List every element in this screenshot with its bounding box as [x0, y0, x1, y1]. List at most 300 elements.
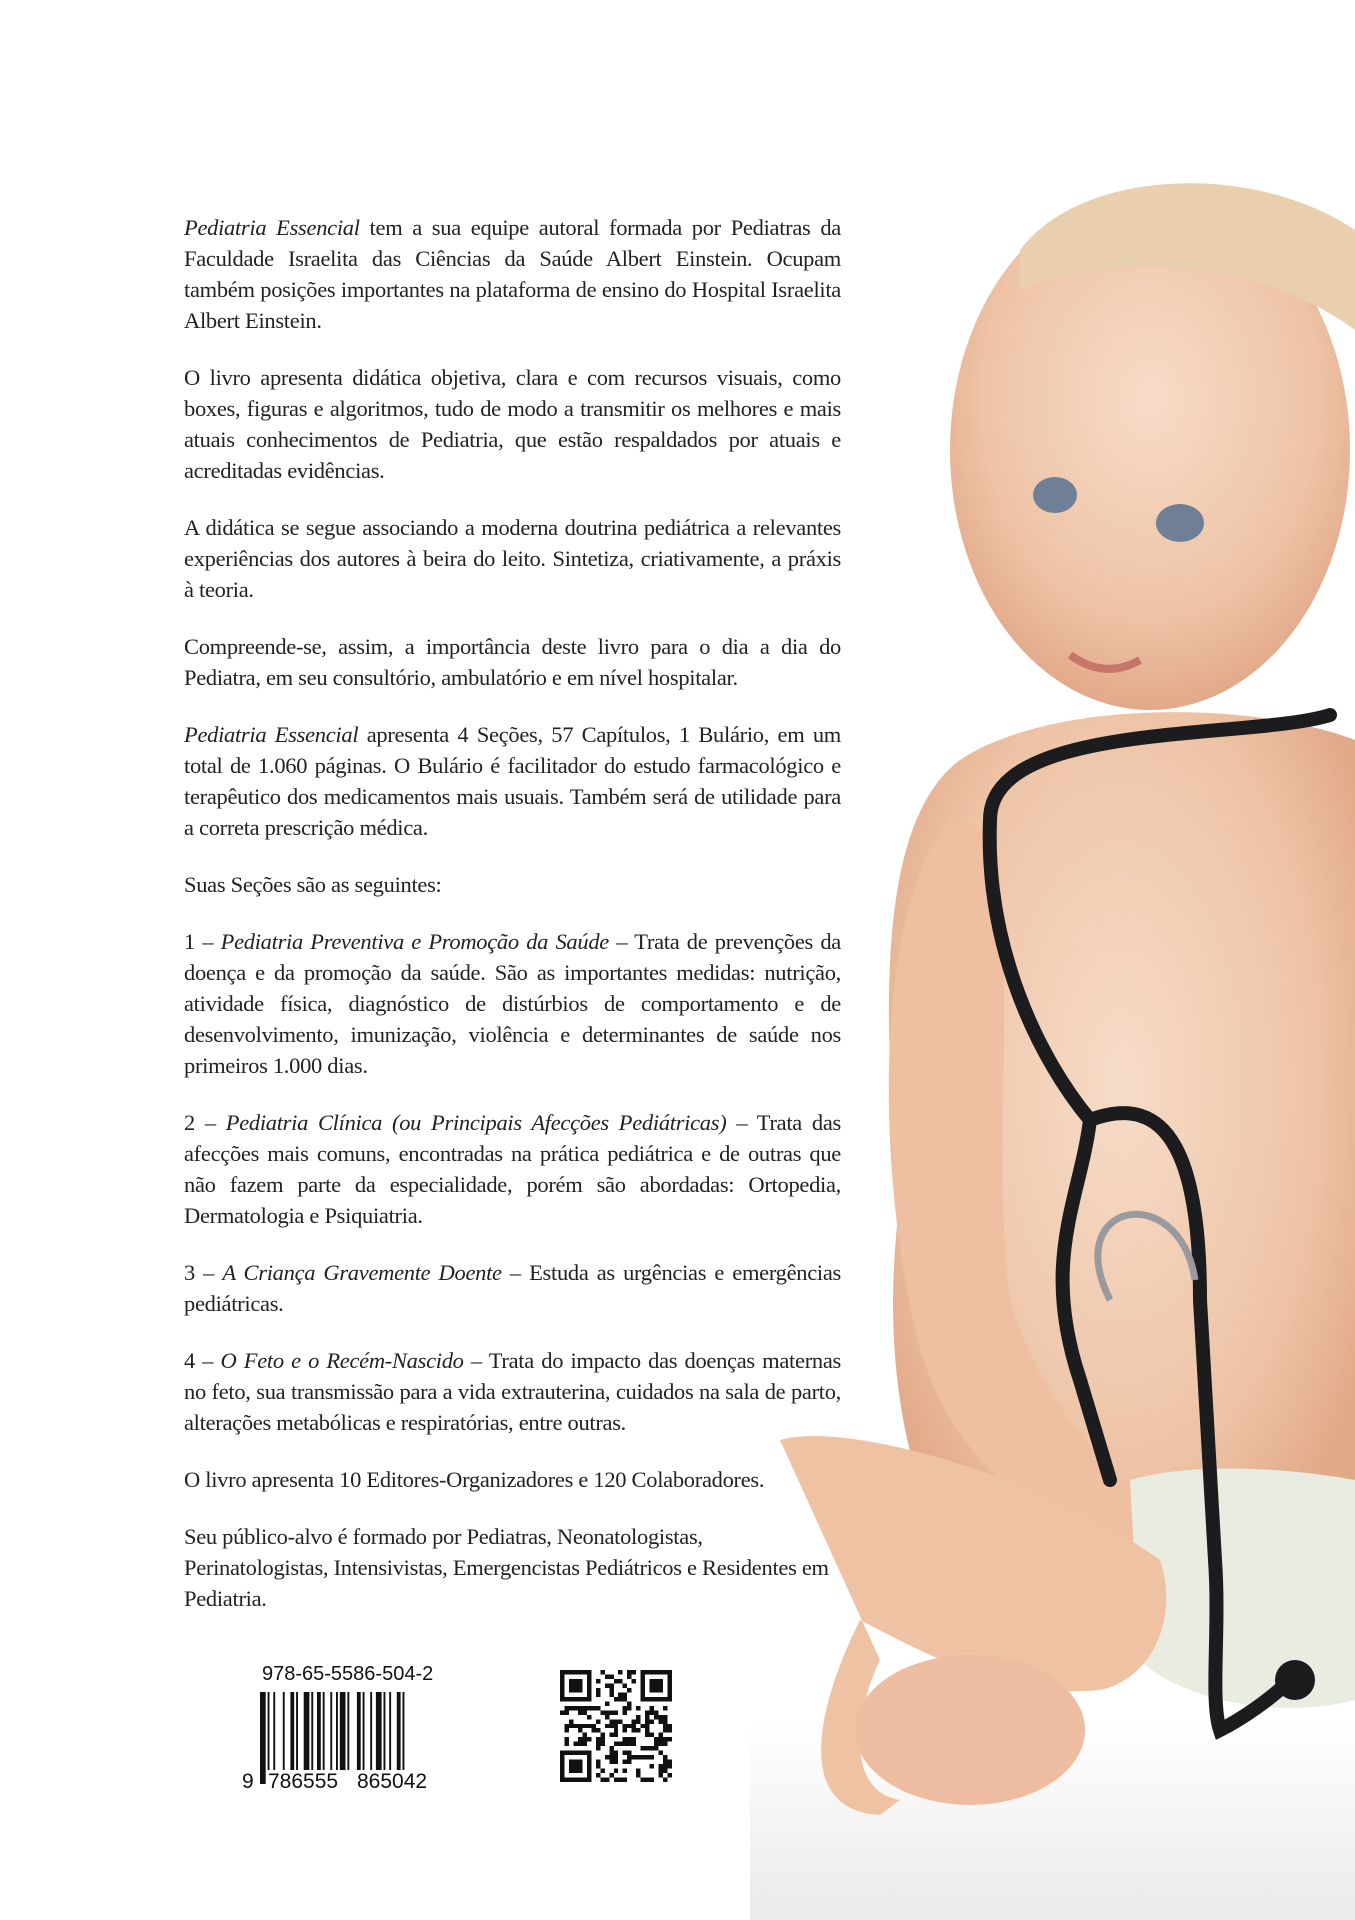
- qr-module: [659, 1688, 663, 1692]
- qr-module: [650, 1683, 654, 1687]
- qr-module: [596, 1692, 600, 1696]
- qr-module: [609, 1683, 613, 1687]
- qr-module: [596, 1764, 600, 1768]
- qr-module: [600, 1778, 604, 1782]
- paragraph-audience: Seu público-alvo é formado por Pediatras, Neonatologistas, Perinatologistas, Intensivistas, Emergencistas Pediátricos e Residentes em Pediatria.: [184, 1524, 829, 1611]
- qr-module: [659, 1719, 663, 1723]
- qr-module: [636, 1773, 640, 1777]
- qr-module: [623, 1751, 627, 1755]
- qr-module: [627, 1737, 631, 1741]
- qr-module: [614, 1724, 618, 1728]
- qr-module: [587, 1674, 591, 1678]
- qr-module: [573, 1679, 577, 1683]
- qr-module: [636, 1769, 640, 1773]
- qr-module: [627, 1760, 631, 1764]
- qr-module: [609, 1746, 613, 1750]
- qr-module: [668, 1674, 672, 1678]
- qr-module: [641, 1697, 645, 1701]
- qr-module: [663, 1670, 667, 1674]
- paragraph-editors: O livro apresenta 10 Editores-Organizadores e 120 Colaboradores.: [184, 1467, 765, 1492]
- qr-module: [623, 1728, 627, 1732]
- qr-module: [641, 1724, 645, 1728]
- qr-module: [587, 1769, 591, 1773]
- qr-module: [627, 1674, 631, 1678]
- paragraph-doctrine: A didática se segue associando a moderna doutrina pediátrica a relevantes experiências dos autores à beira do leito. Sintetiza, criativamente, a práxis à teoria.: [184, 515, 841, 602]
- barcode-bar: [260, 1692, 266, 1784]
- qr-module: [618, 1719, 622, 1723]
- paragraph-contents: [184, 719, 841, 843]
- qr-module: [641, 1746, 645, 1750]
- section-title: A Criança Gravemente Doente: [222, 1260, 502, 1285]
- qr-module: [578, 1764, 582, 1768]
- qr-module: [605, 1724, 609, 1728]
- section-number: 3 –: [184, 1260, 223, 1285]
- qr-module: [623, 1710, 627, 1714]
- qr-module: [654, 1746, 658, 1750]
- qr-module: [578, 1706, 582, 1710]
- qr-module: [569, 1670, 573, 1674]
- qr-module: [663, 1706, 667, 1710]
- qr-module: [636, 1728, 640, 1732]
- barcode-bar: [283, 1692, 285, 1770]
- qr-module: [663, 1715, 667, 1719]
- qr-module: [650, 1679, 654, 1683]
- qr-module: [627, 1742, 631, 1746]
- section-number: 1 –: [184, 929, 221, 954]
- qr-module: [609, 1688, 613, 1692]
- qr-module: [650, 1764, 654, 1768]
- qr-module: [663, 1737, 667, 1741]
- qr-module: [659, 1751, 663, 1755]
- qr-module: [578, 1742, 582, 1746]
- section-text: – Trata do impacto das doenças maternas no feto, sua transmissão para a vida extrauterina, cuidados na sala de parto, alterações metabólicas e respiratórias, entre outras.: [184, 1348, 841, 1435]
- qr-module: [569, 1764, 573, 1768]
- qr-module: [596, 1679, 600, 1683]
- section-title: Pediatria Clínica (ou Principais Afecções Pediátricas): [225, 1110, 727, 1135]
- qr-module: [645, 1715, 649, 1719]
- barcode-bar: [340, 1692, 346, 1770]
- qr-module: [663, 1742, 667, 1746]
- qr-module: [663, 1764, 667, 1768]
- qr-module: [623, 1724, 627, 1728]
- qr-module: [650, 1688, 654, 1692]
- qr-module: [641, 1778, 645, 1782]
- paragraph-importance: Compreende-se, assim, a importância deste livro para o dia a dia do Pediatra, em seu consultório, ambulatório e em nível hospitalar.: [184, 634, 841, 690]
- qr-module: [560, 1670, 564, 1674]
- qr-module: [645, 1724, 649, 1728]
- qr-module: [573, 1764, 577, 1768]
- qr-module: [609, 1733, 613, 1737]
- qr-module: [587, 1737, 591, 1741]
- qr-module: [587, 1683, 591, 1687]
- qr-module: [582, 1706, 586, 1710]
- qr-module: [668, 1688, 672, 1692]
- qr-module: [573, 1760, 577, 1764]
- qr-module: [627, 1701, 631, 1705]
- qr-module: [650, 1746, 654, 1750]
- qr-module: [636, 1755, 640, 1759]
- qr-module: [614, 1679, 618, 1683]
- qr-module: [564, 1778, 568, 1782]
- section-text: – Estuda as urgências e emergências pediátricas.: [184, 1260, 841, 1316]
- qr-module: [632, 1737, 636, 1741]
- barcode-bar: [389, 1692, 391, 1770]
- qr-module: [596, 1719, 600, 1723]
- section-3: [184, 1257, 841, 1319]
- qr-module: [600, 1670, 604, 1674]
- qr-module: [627, 1755, 631, 1759]
- qr-module: [668, 1670, 672, 1674]
- qr-module: [627, 1670, 631, 1674]
- barcode-bar: [397, 1692, 401, 1770]
- qr-module: [623, 1737, 627, 1741]
- qr-module: [587, 1679, 591, 1683]
- qr-module: [650, 1778, 654, 1782]
- qr-module: [560, 1755, 564, 1759]
- paragraph-text: tem a sua equipe autoral formada por Pediatras da Faculdade Israelita das Ciências da Saúde Albert Einstein. Ocupam também posições importantes na plataforma de ensino do Hospital Israelita Albert Einstein.: [184, 215, 841, 333]
- qr-module: [564, 1728, 568, 1732]
- qr-module: [596, 1746, 600, 1750]
- qr-module: [564, 1742, 568, 1746]
- qr-module: [663, 1760, 667, 1764]
- qr-module: [659, 1737, 663, 1741]
- qr-module: [650, 1670, 654, 1674]
- qr-module: [596, 1737, 600, 1741]
- qr-module: [632, 1728, 636, 1732]
- barcode-bar: [273, 1692, 275, 1770]
- section-1: [184, 926, 841, 1081]
- qr-module: [618, 1692, 622, 1696]
- barcode-bar: [347, 1692, 349, 1770]
- qr-module: [623, 1769, 627, 1773]
- qr-module: [573, 1769, 577, 1773]
- qr-module: [582, 1737, 586, 1741]
- qr-module: [591, 1724, 595, 1728]
- qr-module: [587, 1692, 591, 1696]
- book-title-italic: Pediatria Essencial: [184, 722, 359, 747]
- qr-module: [614, 1755, 618, 1759]
- qr-module: [578, 1728, 582, 1732]
- qr-module: [614, 1697, 618, 1701]
- qr-module: [650, 1719, 654, 1723]
- qr-module: [578, 1688, 582, 1692]
- section-number: 4 –: [184, 1348, 221, 1373]
- qr-module: [578, 1751, 582, 1755]
- section-2: [184, 1107, 841, 1231]
- qr-module: [645, 1728, 649, 1732]
- qr-module: [654, 1688, 658, 1692]
- qr-module: [582, 1751, 586, 1755]
- qr-module: [560, 1760, 564, 1764]
- qr-module: [587, 1715, 591, 1719]
- qr-module: [578, 1778, 582, 1782]
- qr-module: [578, 1769, 582, 1773]
- qr-module: [582, 1742, 586, 1746]
- qr-module: [560, 1697, 564, 1701]
- qr-module: [609, 1760, 613, 1764]
- qr-module: [609, 1755, 613, 1759]
- book-title-italic: Pediatria Essencial: [184, 215, 360, 240]
- qr-module: [654, 1742, 658, 1746]
- qr-module: [609, 1674, 613, 1678]
- barcode-bar: [384, 1692, 386, 1770]
- qr-module: [663, 1755, 667, 1759]
- qr-module: [659, 1769, 663, 1773]
- qr-module: [578, 1697, 582, 1701]
- qr-module: [632, 1670, 636, 1674]
- qr-module: [600, 1710, 604, 1714]
- qr-module: [663, 1728, 667, 1732]
- qr-module: [569, 1751, 573, 1755]
- qr-module: [614, 1728, 618, 1732]
- qr-module: [578, 1710, 582, 1714]
- qr-module: [587, 1724, 591, 1728]
- qr-module: [668, 1728, 672, 1732]
- qr-module: [609, 1692, 613, 1696]
- qr-module: [659, 1742, 663, 1746]
- qr-module: [600, 1733, 604, 1737]
- qr-module: [560, 1710, 564, 1714]
- qr-module: [654, 1697, 658, 1701]
- qr-module: [641, 1670, 645, 1674]
- qr-module: [609, 1773, 613, 1777]
- qr-module: [614, 1719, 618, 1723]
- qr-module: [668, 1760, 672, 1764]
- qr-module: [569, 1688, 573, 1692]
- qr-module: [578, 1724, 582, 1728]
- barcode-bar: [290, 1692, 294, 1770]
- section-text: – Trata de prevenções da doença e da promoção da saúde. São as importantes medidas: nutrição, atividade física, diagnóstico de distúrbios de comportamento e de desenvolvimento, imunização, violência e determinantes de saúde nos primeiros 1.000 dias.: [184, 929, 841, 1078]
- qr-module: [632, 1719, 636, 1723]
- qr-module: [573, 1688, 577, 1692]
- qr-module: [573, 1742, 577, 1746]
- qr-module: [659, 1683, 663, 1687]
- qr-module: [623, 1692, 627, 1696]
- qr-module: [573, 1778, 577, 1782]
- qr-module: [564, 1697, 568, 1701]
- qr-code: [560, 1667, 672, 1785]
- qr-module: [605, 1674, 609, 1678]
- qr-module: [596, 1728, 600, 1732]
- qr-module: [587, 1751, 591, 1755]
- paragraph-authors: [184, 212, 841, 336]
- qr-module: [569, 1719, 573, 1723]
- qr-module: [600, 1737, 604, 1741]
- qr-module: [659, 1679, 663, 1683]
- paragraph-text: apresenta 4 Seções, 57 Capítulos, 1 Bulário, em um total de 1.060 páginas. O Bulário é facilitador do estudo farmacológico e terapêutico dos medicamentos mais usuais. Também será de utilidade para a correta prescrição médica.: [184, 722, 842, 840]
- qr-module: [632, 1755, 636, 1759]
- qr-module: [654, 1670, 658, 1674]
- qr-module: [609, 1719, 613, 1723]
- section-title: Pediatria Preventiva e Promoção da Saúde: [220, 929, 609, 954]
- barcode-bar: [363, 1692, 365, 1770]
- qr-module: [645, 1755, 649, 1759]
- qr-module: [654, 1715, 658, 1719]
- qr-module: [587, 1670, 591, 1674]
- qr-module: [618, 1742, 622, 1746]
- qr-module: [582, 1710, 586, 1714]
- section-text: – Trata das afecções mais comuns, encontradas na prática pediátrica e de outras que não fazem parte da especialidade, porém são abordadas: Ortopedia, Dermatologia e Psiquiatria.: [184, 1110, 841, 1228]
- qr-module: [596, 1742, 600, 1746]
- qr-module: [564, 1737, 568, 1741]
- qr-module: [596, 1706, 600, 1710]
- qr-module: [560, 1773, 564, 1777]
- qr-module: [654, 1710, 658, 1714]
- qr-module: [605, 1778, 609, 1782]
- qr-module: [663, 1724, 667, 1728]
- qr-module: [641, 1683, 645, 1687]
- qr-module: [578, 1760, 582, 1764]
- qr-module: [587, 1764, 591, 1768]
- qr-module: [636, 1706, 640, 1710]
- qr-module: [659, 1764, 663, 1768]
- qr-module: [663, 1697, 667, 1701]
- qr-module: [569, 1706, 573, 1710]
- qr-module: [627, 1688, 631, 1692]
- barcode-bar: [323, 1692, 325, 1770]
- qr-module: [587, 1706, 591, 1710]
- qr-module: [650, 1733, 654, 1737]
- qr-module: [645, 1778, 649, 1782]
- qr-module: [668, 1724, 672, 1728]
- qr-module: [636, 1715, 640, 1719]
- qr-module: [609, 1710, 613, 1714]
- qr-module: [654, 1683, 658, 1687]
- qr-module: [645, 1670, 649, 1674]
- qr-module: [636, 1719, 640, 1723]
- qr-module: [582, 1733, 586, 1737]
- qr-module: [560, 1688, 564, 1692]
- qr-module: [614, 1742, 618, 1746]
- qr-module: [614, 1733, 618, 1737]
- qr-module: [663, 1778, 667, 1782]
- qr-module: [564, 1710, 568, 1714]
- qr-module: [614, 1769, 618, 1773]
- qr-module: [627, 1706, 631, 1710]
- qr-module: [645, 1733, 649, 1737]
- barcode-bar: [296, 1692, 298, 1770]
- qr-module: [569, 1683, 573, 1687]
- barcode-bar: [311, 1692, 313, 1770]
- paragraph-sections-intro: Suas Seções são as seguintes:: [184, 872, 442, 897]
- qr-module: [578, 1679, 582, 1683]
- qr-module: [596, 1773, 600, 1777]
- qr-module: [623, 1697, 627, 1701]
- qr-module: [659, 1715, 663, 1719]
- qr-module: [569, 1778, 573, 1782]
- barcode-bar: [304, 1692, 310, 1770]
- qr-module: [587, 1760, 591, 1764]
- qr-module: [560, 1674, 564, 1678]
- qr-module: [641, 1755, 645, 1759]
- qr-module: [654, 1679, 658, 1683]
- qr-module: [564, 1724, 568, 1728]
- qr-module: [582, 1724, 586, 1728]
- qr-module: [614, 1760, 618, 1764]
- qr-module: [564, 1670, 568, 1674]
- section-title: O Feto e o Recém-Nascido: [220, 1348, 464, 1373]
- qr-module: [650, 1755, 654, 1759]
- qr-module: [573, 1670, 577, 1674]
- qr-module: [627, 1724, 631, 1728]
- qr-module: [587, 1755, 591, 1759]
- qr-module: [600, 1769, 604, 1773]
- qr-module: [587, 1688, 591, 1692]
- qr-module: [668, 1683, 672, 1687]
- qr-module: [645, 1719, 649, 1723]
- qr-module: [668, 1679, 672, 1683]
- qr-module: [605, 1755, 609, 1759]
- qr-module: [632, 1724, 636, 1728]
- barcode-bar: [330, 1692, 332, 1770]
- qr-module: [645, 1746, 649, 1750]
- qr-module: [605, 1701, 609, 1705]
- qr-module: [569, 1679, 573, 1683]
- qr-module: [582, 1697, 586, 1701]
- qr-module: [573, 1706, 577, 1710]
- qr-module: [605, 1715, 609, 1719]
- barcode-bar: [317, 1692, 321, 1770]
- qr-module: [632, 1679, 636, 1683]
- qr-module: [623, 1760, 627, 1764]
- qr-module: [668, 1697, 672, 1701]
- qr-module: [573, 1724, 577, 1728]
- qr-module: [645, 1710, 649, 1714]
- section-4: [184, 1345, 841, 1438]
- qr-module: [578, 1670, 582, 1674]
- qr-module: [618, 1697, 622, 1701]
- isbn-label: 978-65-5586-504-2: [262, 1663, 434, 1685]
- qr-module: [659, 1670, 663, 1674]
- qr-module: [582, 1778, 586, 1782]
- back-cover-text: [184, 212, 841, 1640]
- qr-module: [668, 1773, 672, 1777]
- qr-module: [560, 1778, 564, 1782]
- qr-module: [618, 1679, 622, 1683]
- qr-module: [668, 1764, 672, 1768]
- qr-module: [605, 1710, 609, 1714]
- qr-module: [618, 1778, 622, 1782]
- qr-module: [587, 1778, 591, 1782]
- qr-module: [564, 1706, 568, 1710]
- qr-module: [623, 1742, 627, 1746]
- qr-module: [587, 1697, 591, 1701]
- qr-module: [569, 1724, 573, 1728]
- qr-module: [560, 1764, 564, 1768]
- qr-module: [659, 1697, 663, 1701]
- qr-module: [632, 1742, 636, 1746]
- qr-module: [614, 1710, 618, 1714]
- qr-module: [591, 1706, 595, 1710]
- qr-module: [569, 1760, 573, 1764]
- barcode-digit-first: 9: [242, 1770, 254, 1793]
- qr-module: [650, 1710, 654, 1714]
- barcode-bar: [357, 1692, 361, 1770]
- qr-module: [578, 1683, 582, 1687]
- qr-module: [569, 1697, 573, 1701]
- qr-module: [659, 1773, 663, 1777]
- qr-module: [560, 1692, 564, 1696]
- qr-module: [663, 1719, 667, 1723]
- qr-module: [654, 1737, 658, 1741]
- qr-module: [596, 1688, 600, 1692]
- qr-module: [623, 1706, 627, 1710]
- qr-module: [623, 1683, 627, 1687]
- qr-module: [573, 1751, 577, 1755]
- qr-module: [614, 1778, 618, 1782]
- qr-module: [627, 1751, 631, 1755]
- paragraph-didactics: O livro apresenta didática objetiva, clara e com recursos visuais, como boxes, figuras e algoritmos, tudo de modo a transmitir os melhores e mais atuais conhecimentos de Pediatria, que estão respaldados por atuais e acreditadas evidências.: [184, 365, 841, 483]
